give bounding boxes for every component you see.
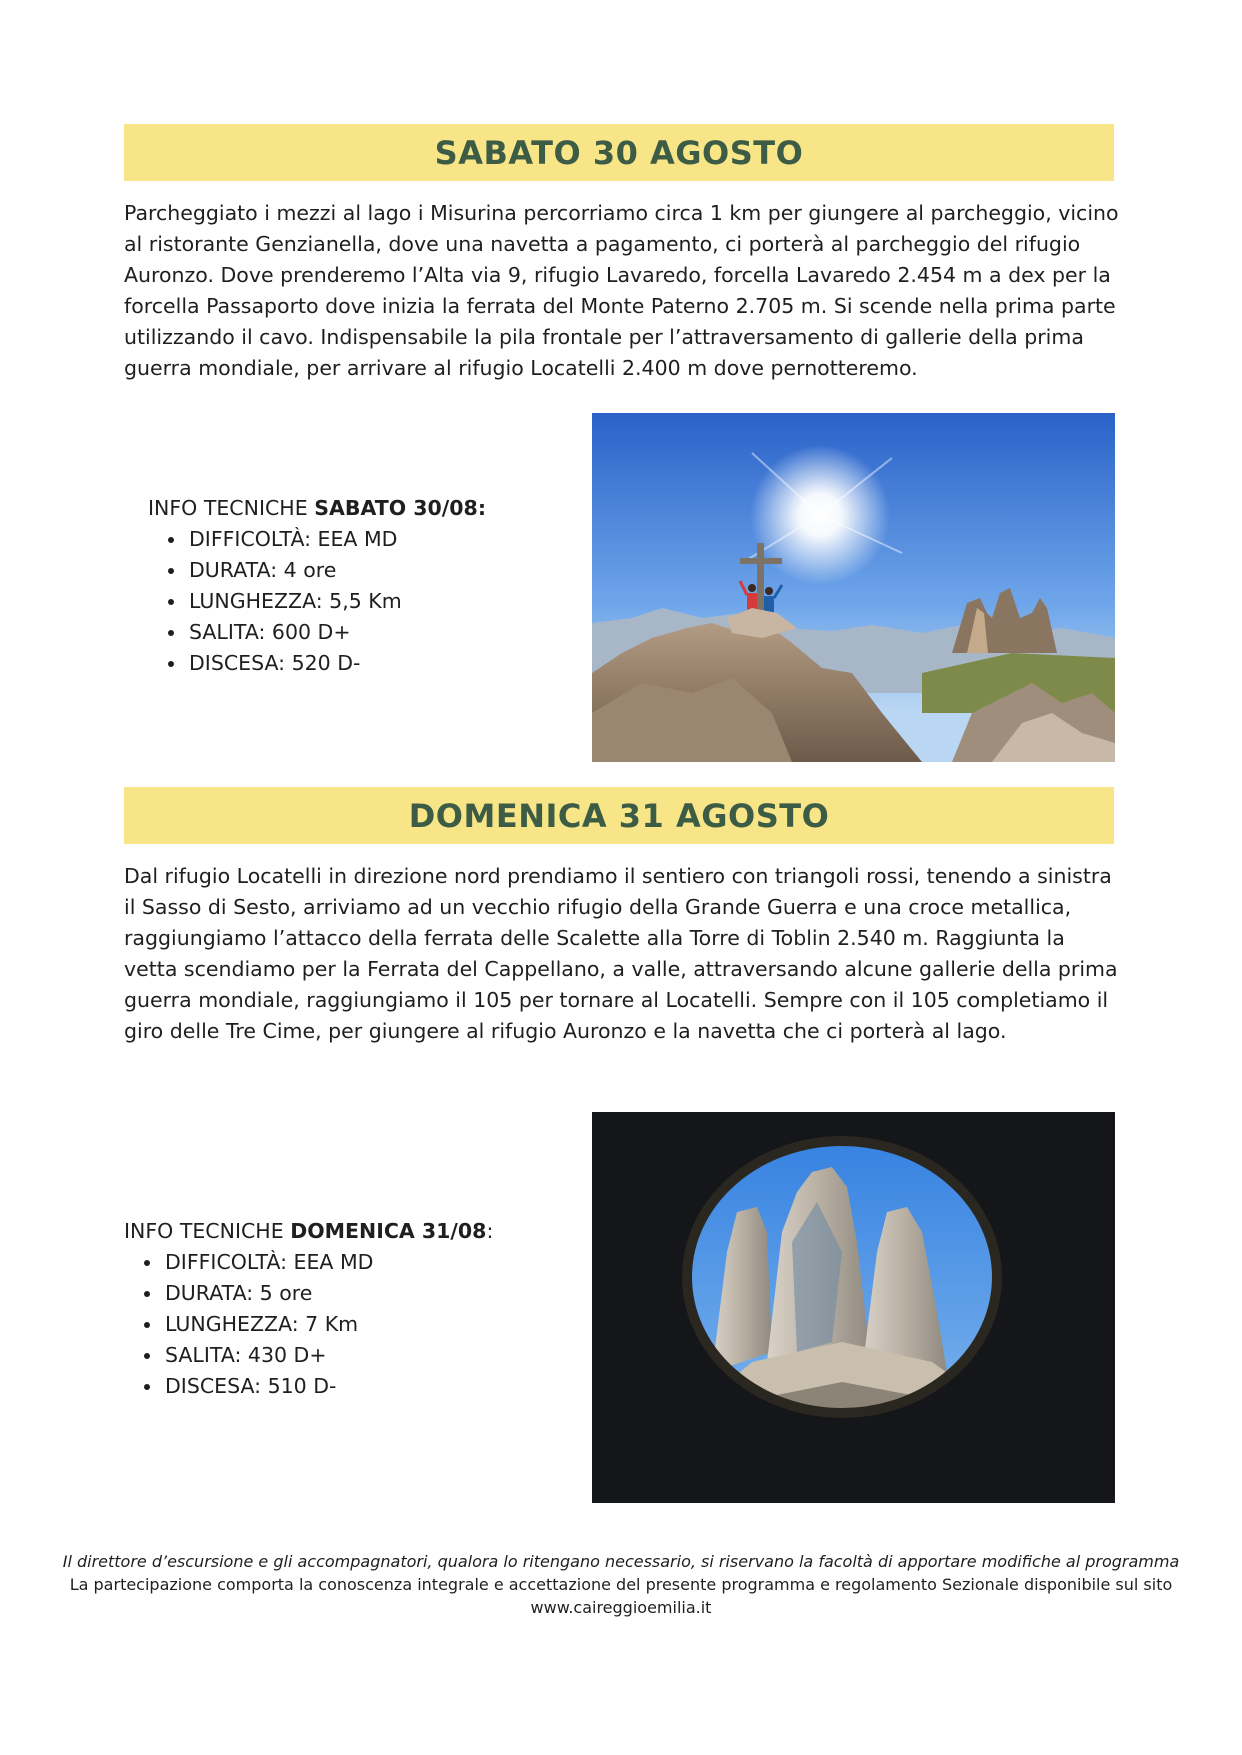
day2-info-bold: DOMENICA 31/08 — [290, 1219, 487, 1243]
list-item: • SALITA: 430 D+ — [163, 1340, 493, 1371]
day1-info-title — [148, 493, 486, 524]
day2-banner — [124, 787, 1114, 844]
list-item: • DURATA: 5 ore — [163, 1278, 493, 1309]
day2-title: DOMENICA 31 AGOSTO — [408, 796, 830, 835]
list-item: • DURATA: 4 ore — [187, 555, 486, 586]
day2-description: Dal rifugio Locatelli in direzione nord prendiamo il sentiero con triangoli rossi, tenendo a sinistra il Sasso di Sesto, arriviamo ad un vecchio rifugio della Grande Guerra e una croce metallica, raggiungiamo l’attacco della ferrata delle Scalette alla Torre di Toblin 2.540 m. Raggiunta la vetta scendiamo per la Ferrata del Cappellano, a valle, attraversando alcune gallerie della prima guerra mondiale, raggiungiamo il 105 per tornare al Locatelli. Sempre con il 105 completiamo il giro delle Tre Cime, per giungere al rifugio Auronzo e la navetta che ci porterà al lago. — [124, 864, 1118, 1043]
day1-description: Parcheggiato i mezzi al lago i Misurina percorriamo circa 1 km per giungere al parcheggio, vicino al ristorante Genzianella, dove una navetta a pagamento, ci porterà al parcheggio del rifugio Auronzo. Dove prenderemo l’Alta via 9, rifugio Lavaredo, forcella Lavaredo 2.454 m a dex per la forcella Passaporto dove inizia la ferrata del Monte Paterno 2.705 m. Si scende nella prima parte utilizzando il cavo. Indispensabile la pila frontale per l’attraversamento di gallerie della prima guerra mondiale, per arrivare al rifugio Locatelli 2.400 m dove pernotteremo. — [124, 201, 1119, 380]
day1-banner — [124, 124, 1114, 181]
day2-info-suffix: : — [486, 1219, 494, 1243]
list-item: • LUNGHEZZA: 5,5 Km — [187, 586, 486, 617]
cave-window-photo — [592, 1112, 1115, 1503]
day2-info-title — [124, 1216, 493, 1247]
list-item: • SALITA: 600 D+ — [187, 617, 486, 648]
summit-cross-photo — [592, 413, 1115, 762]
list-item: • DIFFICOLTÀ: EEA MD — [163, 1247, 493, 1278]
list-item: • LUNGHEZZA: 7 Km — [163, 1309, 493, 1340]
footer-website-link[interactable]: www.caireggioemilia.it — [530, 1598, 712, 1617]
list-item: • DISCESA: 510 D- — [163, 1371, 493, 1402]
day2-info-prefix: INFO TECNICHE — [124, 1219, 291, 1243]
footer-disclaimer: La partecipazione comporta la conoscenza integrale e accettazione del presente programma e regolamento Sezionale disponibile sul sito — [69, 1575, 1173, 1594]
list-item: • DIFFICOLTÀ: EEA MD — [187, 524, 486, 555]
day1-title: SABATO 30 AGOSTO — [434, 133, 804, 172]
day1-info-list — [148, 524, 486, 679]
footer-note: Il direttore d’escursione e gli accompagnatori, qualora lo ritengano necessario, si riservano la facoltà di apportare modifiche al programma — [62, 1552, 1180, 1571]
day1-info-bold: SABATO 30/08: — [314, 496, 487, 520]
day1-info-prefix: INFO TECNICHE — [148, 496, 315, 520]
list-item: • DISCESA: 520 D- — [187, 648, 486, 679]
day1-info — [148, 493, 486, 679]
day2-info-list — [124, 1247, 493, 1402]
footer — [0, 1550, 1242, 1619]
day2-info — [124, 1216, 493, 1402]
